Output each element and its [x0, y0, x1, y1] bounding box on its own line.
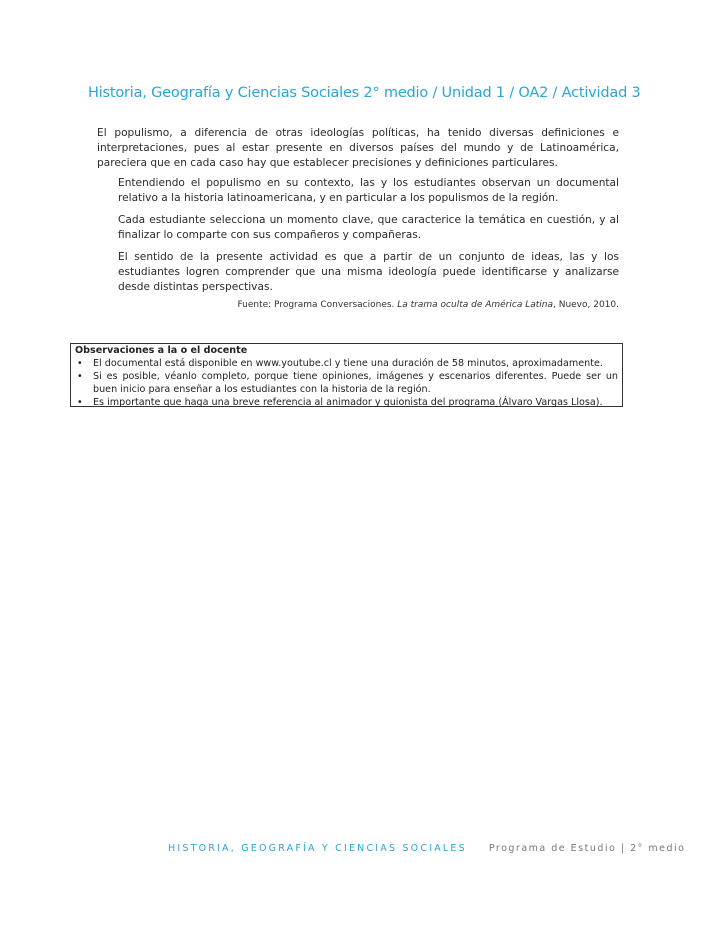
- bullet-icon: •: [77, 397, 83, 408]
- list-item: [75, 357, 618, 370]
- list-item: [75, 370, 618, 396]
- list-item-text: Es importante que haga una breve referencia al animador y guionista del programa (Álvaro Vargas Llosa).: [93, 397, 603, 408]
- footer-program: Programa de Estudio | 2° medio: [488, 843, 686, 854]
- page-footer: [168, 843, 685, 854]
- activity-paragraph: El sentido de la presente actividad es que a partir de un conjunto de ideas, las y los estudiantes logren comprender que una misma ideología puede identificarse y analizarse desde distintas perspectivas.: [118, 251, 619, 293]
- bullet-icon: •: [77, 371, 83, 382]
- list-item-text: El documental está disponible en www.youtube.cl y tiene una duración de 58 minutos, aproximadamente.: [93, 358, 603, 369]
- source-suffix: , Nuevo, 2010.: [552, 300, 619, 310]
- activity-paragraph: Cada estudiante selecciona un momento clave, que caracterice la temática en cuestión, y al finalizar lo comparte con sus compañeros y compañeras.: [118, 214, 619, 241]
- source-title: La trama oculta de América Latina: [397, 300, 553, 310]
- bullet-icon: •: [77, 358, 83, 369]
- source-prefix: Fuente: Programa Conversaciones.: [237, 300, 398, 310]
- activity-paragraph: Entendiendo el populismo en su contexto, las y los estudiantes observan un documental relativo a la historia latinoamericana, y en particular a los populismos de la región.: [118, 177, 619, 204]
- page-title: Historia, Geografía y Ciencias Sociales 2° medio / Unidad 1 / OA2 / Actividad 3: [88, 85, 641, 101]
- intro-paragraph: El populismo, a diferencia de otras ideologías políticas, ha tenido diversas definiciones e interpretaciones, pues al estar presente en diversos países del mundo y de Latinoamérica, pareciera que en cada caso hay que establecer precisiones y definiciones particulares.: [97, 127, 619, 169]
- observations-list: [75, 357, 618, 409]
- observations-heading: Observaciones a la o el docente: [75, 345, 248, 356]
- teacher-observations-box: [70, 343, 623, 407]
- footer-subject: HISTORIA, GEOGRAFÍA Y CIENCIAS SOCIALES: [168, 843, 467, 854]
- list-item: [75, 396, 618, 409]
- source-citation: [237, 300, 619, 310]
- list-item-text: Si es posible, véanlo completo, porque tiene opiniones, imágenes y escenarios diferentes. Puede ser un buen inicio para enseñar a los estudiantes con la historia de la región.: [93, 371, 618, 395]
